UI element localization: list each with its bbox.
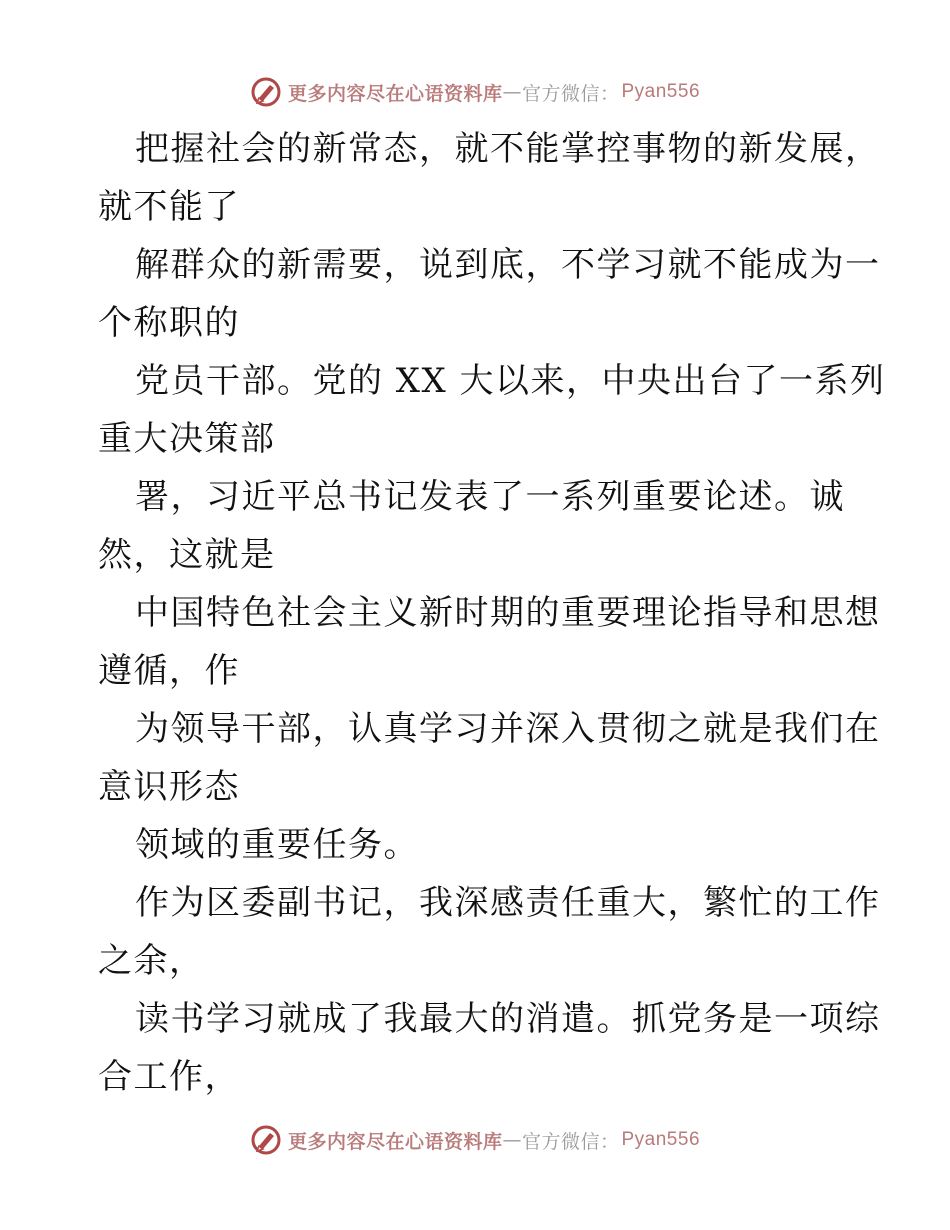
paragraph-line: 个称职的 <box>98 303 240 343</box>
paragraph-line: 之余， <box>98 941 205 981</box>
paragraph-line: 为领导干部，认真学习并深入贯彻之就是我们在 <box>135 709 881 749</box>
paragraph-line: 读书学习就成了我最大的消遣。抓党务是一项综 <box>135 999 881 1039</box>
banner-separator: — <box>502 1129 522 1151</box>
paragraph-6 <box>98 700 881 816</box>
paragraph-3 <box>98 352 886 468</box>
banner-wechat-label: 官方微信： <box>521 82 620 105</box>
pen-seal-icon <box>250 1124 282 1156</box>
paragraph-line: 领域的重要任务。 <box>135 825 419 865</box>
paragraph-line: 解群众的新需要，说到底，不学习就不能成为一 <box>135 245 881 285</box>
paragraph-9 <box>98 990 881 1106</box>
banner-wechat-label: 官方微信： <box>521 1130 620 1153</box>
paragraph-5 <box>98 584 881 700</box>
paragraph-line: 重大决策部 <box>98 419 276 459</box>
paragraph-line: 把握社会的新常态，就不能掌控事物的新发展， <box>135 129 881 169</box>
banner-separator: — <box>502 81 522 103</box>
paragraph-7 <box>98 816 858 874</box>
paragraph-line: 作为区委副书记，我深感责任重大，繁忙的工作 <box>135 883 881 923</box>
paragraph-line: 遵循，作 <box>98 651 240 691</box>
paragraph-4 <box>98 468 858 584</box>
banner-wechat-id: Pyan556 <box>621 1129 701 1150</box>
banner-brand: 更多内容尽在心语资料库 <box>287 1130 503 1153</box>
banner-wechat-id: Pyan556 <box>621 81 701 102</box>
pen-seal-icon <box>250 76 282 108</box>
banner-brand: 更多内容尽在心语资料库 <box>287 82 503 105</box>
document-body <box>98 120 886 1106</box>
paragraph-8 <box>98 874 881 990</box>
paragraph-line: 就不能了 <box>98 187 240 227</box>
footer-banner <box>0 1120 950 1160</box>
paragraph-line: 意识形态 <box>98 767 240 807</box>
paragraph-line: 署，习近平总书记发表了一系列重要论述。诚 <box>135 477 845 517</box>
paragraph-line: 然，这就是 <box>98 535 276 575</box>
paragraph-1 <box>98 120 881 236</box>
header-banner <box>0 72 950 112</box>
paragraph-line: 合工作， <box>98 1057 240 1097</box>
paragraph-2 <box>98 236 881 352</box>
paragraph-line: 党员干部。党的 XX 大以来，中央出台了一系列 <box>135 361 886 401</box>
paragraph-line: 中国特色社会主义新时期的重要理论指导和思想 <box>135 593 881 633</box>
